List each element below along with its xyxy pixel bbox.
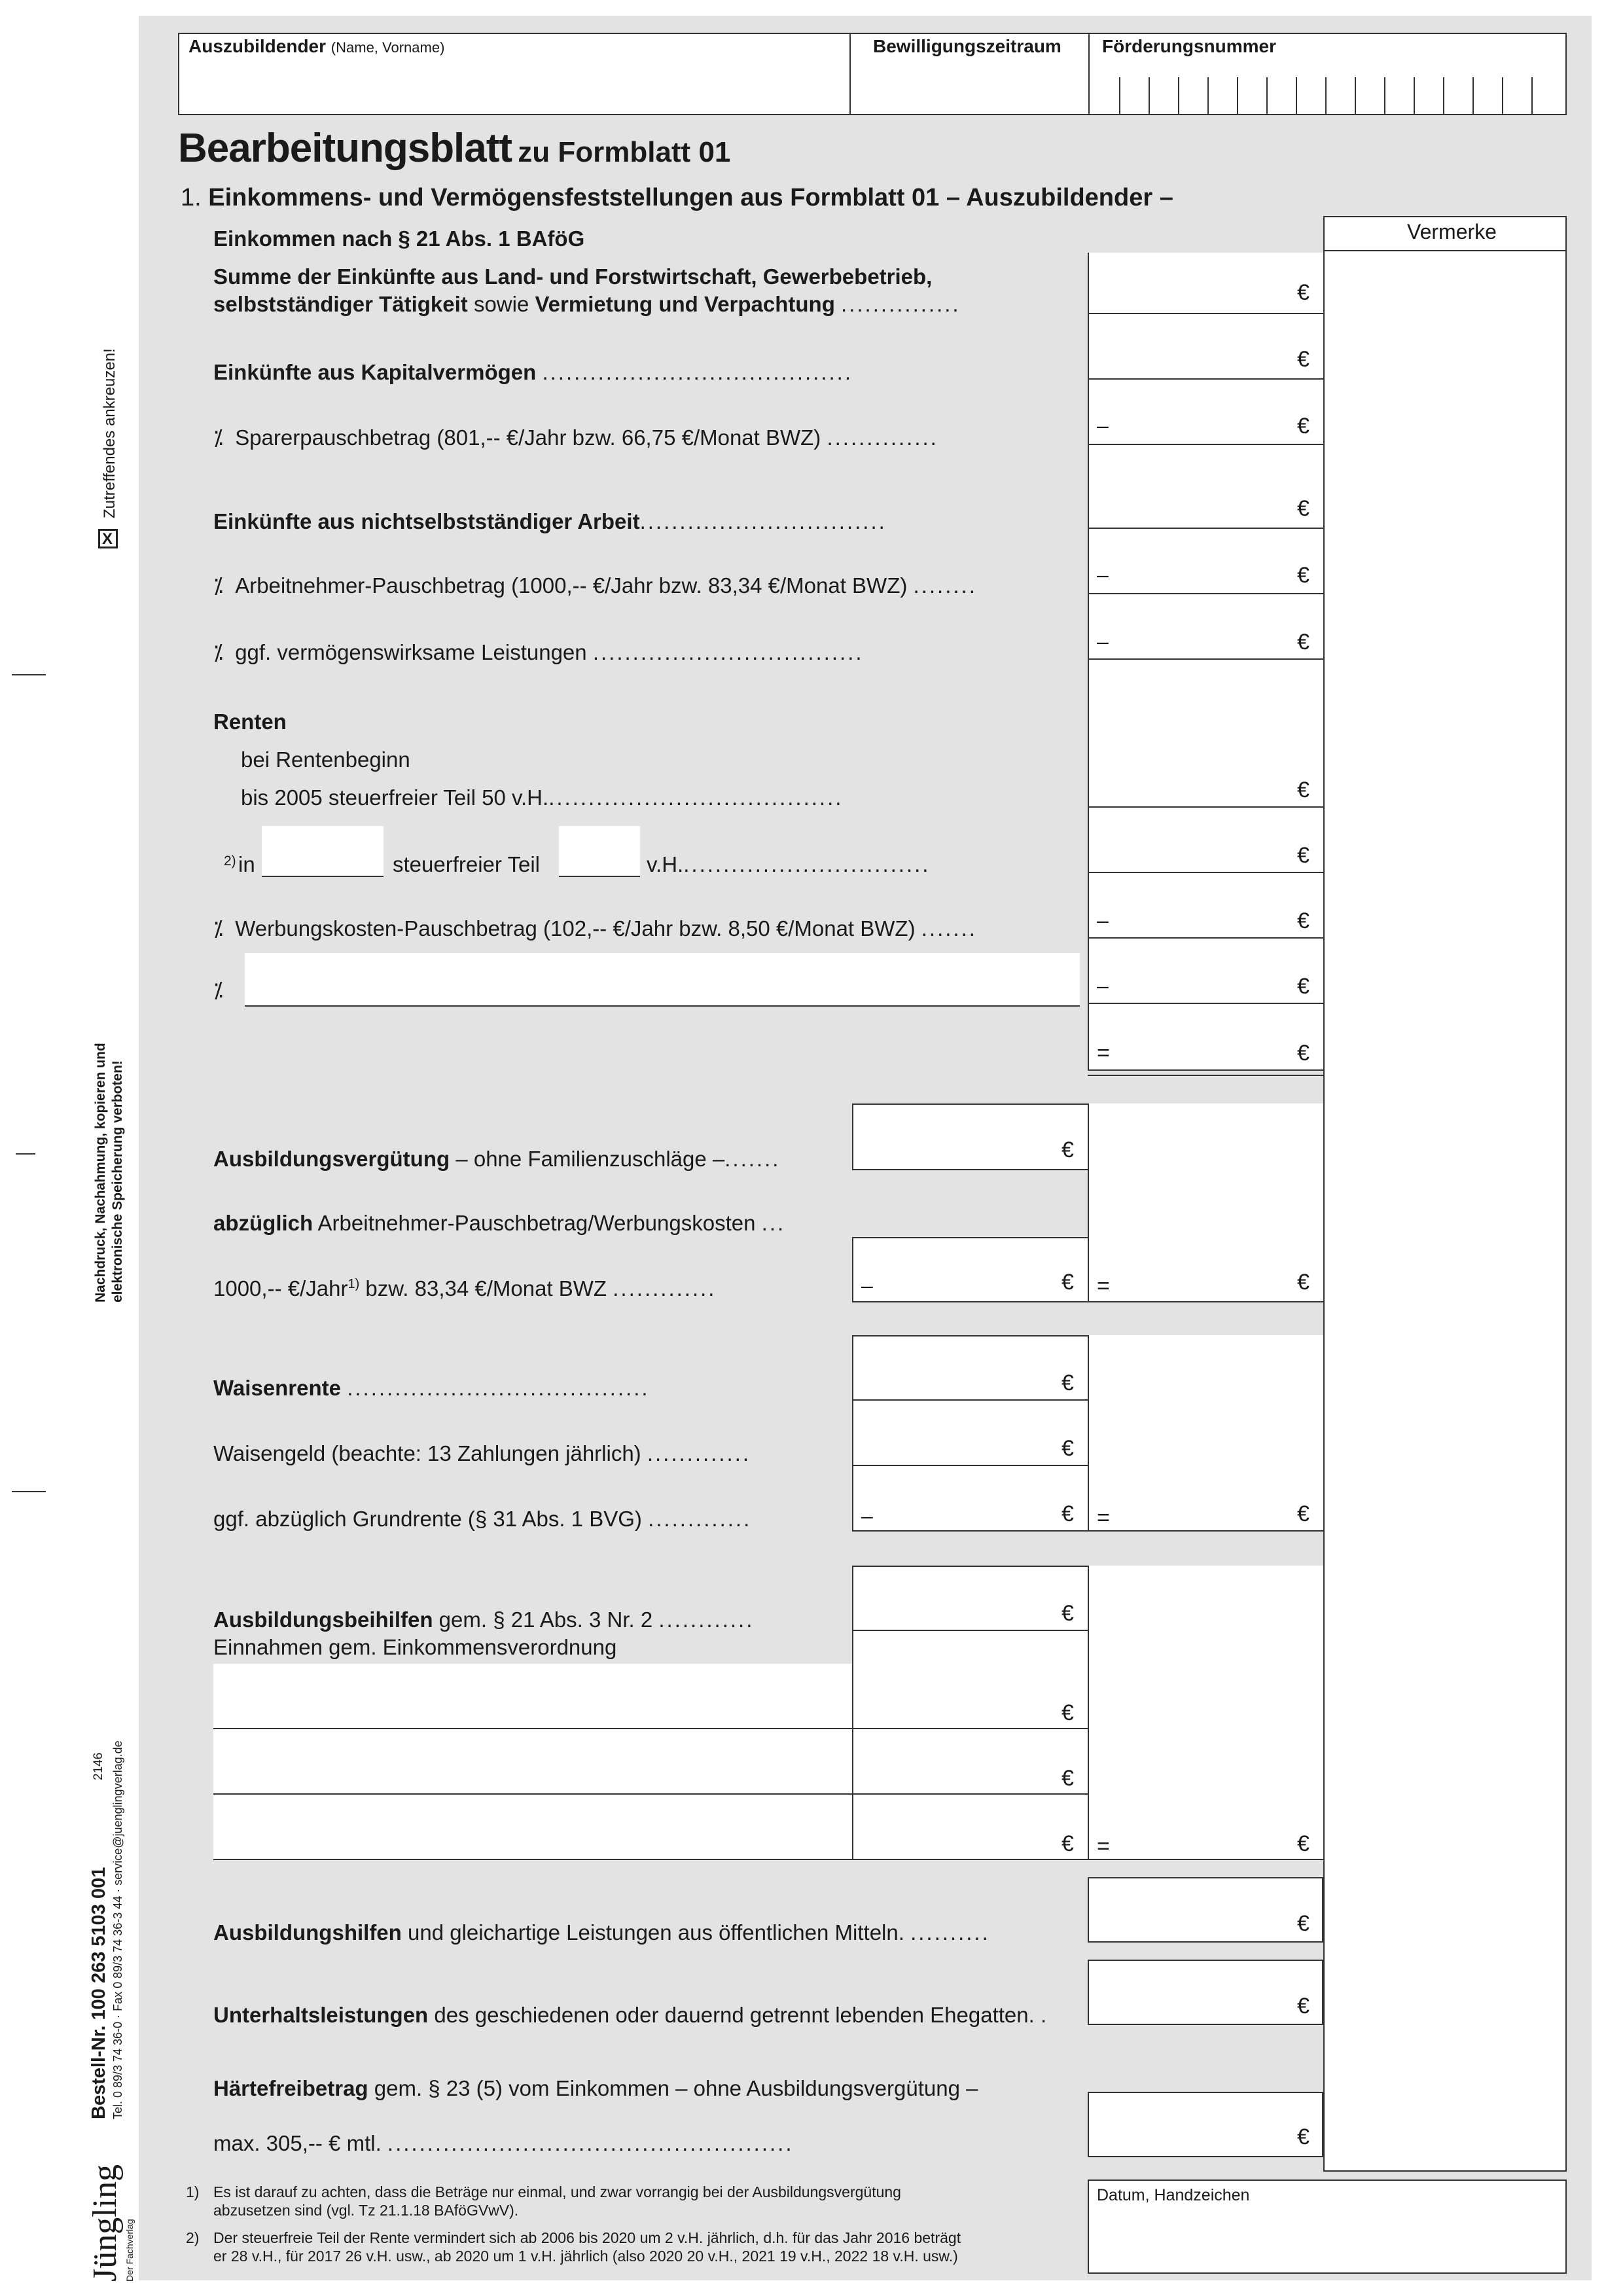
capital-formation-label: ⁒ ggf. vermögenswirksame Leistungen .................................. [213, 640, 864, 664]
euro-sign: € [1297, 496, 1310, 521]
pension-year-input[interactable] [262, 826, 383, 877]
minus-sign: – [1097, 563, 1109, 586]
form-code: 2146 [92, 1752, 105, 1780]
pension-percent-input[interactable] [559, 826, 640, 877]
section-subheading: Einkommen nach § 21 Abs. 1 BAföG [213, 226, 585, 251]
period-label: Bewilligungszeitraum [873, 36, 1061, 56]
euro-sign: € [1061, 1371, 1074, 1395]
pension-2005-amount[interactable] [1088, 660, 1323, 808]
euro-sign: € [1061, 1501, 1074, 1526]
euro-sign: € [1297, 843, 1310, 868]
other-income-input-3[interactable] [213, 1795, 852, 1860]
euro-sign: € [1061, 1601, 1074, 1626]
other-income-amount-3[interactable] [852, 1795, 1088, 1860]
deduction-amount-label: 1000,-- €/Jahr$^{1)}$ bzw. 83,34 €/Monat BWZ ............. [213, 1276, 717, 1300]
aid-label: Ausbildungshilfen und gleichartige Leistungen aus öffentlichen Mitteln. .......... [213, 1920, 990, 1945]
punch-mark [16, 1153, 35, 1155]
employee-allowance-amount[interactable] [1088, 529, 1323, 594]
training-pay-amount[interactable] [852, 1103, 1088, 1170]
equals-sign: = [1097, 1505, 1110, 1530]
equals-sign: = [1097, 1834, 1110, 1859]
footnote-2-line-1: Der steuerfreie Teil der Rente vermindert sich ab 2006 bis 2020 um 2 v.H. jährlich, d.h. für das Jahr 2016 beträgt [213, 2229, 961, 2246]
grants-label: Ausbildungsbeihilfen gem. § 21 Abs. 3 Nr. 2 ............ [213, 1607, 755, 1632]
orphan-net-amount[interactable] [1088, 1466, 1323, 1532]
minus-sign: – [1097, 908, 1109, 932]
euro-sign: € [1297, 1831, 1310, 1856]
pension-in-suffix: v.H................................ [647, 852, 931, 876]
deduction-label: abzüglich Arbeitnehmer-Pauschbetrag/Werbungskosten ... [213, 1211, 786, 1235]
contact-info: Tel. 0 89/3 74 36-0 · Fax 0 89/3 74 36-3 44 · service@juenglingverlag.de [111, 1740, 124, 2119]
section-heading: 1. Einkommens- und Vermögensfeststellungen aus Formblatt 01 – Auszubildender – [181, 184, 1173, 211]
employment-label: Einkünfte aus nichtselbstständiger Arbeit............................... [213, 509, 887, 533]
pension-footnote-ref: 2) [224, 853, 236, 869]
advertising-label: ⁒ Werbungskosten-Pauschbetrag (102,-- €/Jahr bzw. 8,50 €/Monat BWZ) ....... [213, 916, 977, 941]
minus-sign: – [1097, 630, 1109, 653]
checkbox-hint: Zutreffendes ankreuzen! [101, 348, 118, 518]
hardship-max-label: max. 305,-- € mtl. ................................................... [213, 2131, 794, 2155]
euro-sign: € [1061, 1436, 1074, 1461]
number-label: Förderungsnummer [1102, 36, 1277, 56]
copyright-line-1: Nachdruck, Nachahmung, kopieren und [93, 1043, 108, 1302]
capital-formation-amount[interactable] [1088, 594, 1323, 660]
notes-column[interactable] [1323, 216, 1567, 2172]
euro-sign: € [1297, 778, 1310, 802]
minus-sign: – [861, 1504, 873, 1528]
trainee-field-label: Auszubildender (Name, Vorname) [188, 36, 445, 56]
equals-sign: = [1097, 1274, 1110, 1299]
equals-sign: = [1097, 1041, 1110, 1066]
custom-deduction-amount[interactable] [1088, 939, 1323, 1004]
trainee-name-input[interactable] [181, 60, 847, 113]
orphan-pension-label: Waisenrente ...................................... [213, 1376, 650, 1400]
custom-deduction-sign: ⁒ [213, 978, 223, 1002]
hardship-label: Härtefreibetrag gem. § 23 (5) vom Einkommen – ohne Ausbildungsvergütung – [213, 2076, 978, 2100]
grants-net-amount[interactable] [1088, 1795, 1323, 1860]
pension-in-mid: steuerfreier Teil [393, 852, 540, 876]
pension-in-prefix: in [238, 852, 255, 876]
page-title: Bearbeitungsblatt zu Formblatt 01 [178, 126, 731, 171]
euro-sign: € [1297, 1041, 1310, 1066]
number-digit-boxes[interactable] [1090, 77, 1567, 115]
order-number: Bestell-Nr. 100 263 5103 001 [88, 1867, 109, 2119]
fold-mark [12, 674, 46, 675]
employee-allowance-label: ⁒ Arbeitnehmer-Pauschbetrag (1000,-- €/Jahr bzw. 83,34 €/Monat BWZ) ........ [213, 573, 977, 598]
pension-total[interactable] [1088, 1004, 1323, 1071]
saver-amount[interactable] [1088, 380, 1323, 445]
basic-pension-label: ggf. abzüglich Grundrente (§ 31 Abs. 1 BVG) ............. [213, 1507, 752, 1531]
employment-amount[interactable] [1088, 445, 1323, 529]
saver-label: ⁒ Sparerpauschbetrag (801,-- €/Jahr bzw. 66,75 €/Monat BWZ) .............. [213, 425, 938, 450]
grants-label-2: Einnahmen gem. Einkommensverordnung [213, 1635, 617, 1659]
sum-income-label-2: selbstständiger Tätigkeit sowie Vermietung und Verpachtung ............... [213, 292, 961, 316]
euro-sign: € [1297, 414, 1310, 439]
euro-sign: € [1297, 563, 1310, 588]
euro-sign: € [1297, 974, 1310, 999]
period-input[interactable] [852, 60, 1086, 113]
footnote-1-line-1: Es ist darauf zu achten, dass die Beträge nur einmal, und zwar vorrangig bei der Ausbildungsvergütung [213, 2183, 901, 2200]
grants-amount[interactable] [852, 1566, 1088, 1631]
other-income-input-2[interactable] [213, 1729, 852, 1795]
training-net-amount[interactable] [1088, 1237, 1323, 1302]
euro-sign: € [1297, 1270, 1310, 1295]
basic-pension-amount[interactable] [852, 1466, 1088, 1532]
aid-amount[interactable] [1088, 1877, 1323, 1943]
brand-subtitle: Der Fachverlag [124, 2219, 135, 2282]
pension-in-amount[interactable] [1088, 808, 1323, 873]
pensions-heading: Renten [213, 709, 287, 734]
capital-amount[interactable] [1088, 314, 1323, 380]
orphan-pension-amount[interactable] [852, 1335, 1088, 1401]
notes-column-label: Vermerke [1407, 220, 1497, 243]
fold-mark [12, 1491, 46, 1492]
sum-income-amount[interactable] [1088, 253, 1323, 314]
hardship-amount[interactable] [1088, 2092, 1323, 2157]
euro-sign: € [1061, 1766, 1074, 1791]
custom-deduction-input[interactable] [245, 953, 1080, 1007]
euro-sign: € [1297, 1501, 1310, 1526]
advertising-amount[interactable] [1088, 873, 1323, 939]
brand-logo: Jüngling [86, 2164, 124, 2282]
other-income-amount-2[interactable] [852, 1729, 1088, 1795]
euro-sign: € [1297, 630, 1310, 655]
euro-sign: € [1061, 1700, 1074, 1725]
euro-sign: € [1061, 1270, 1074, 1295]
euro-sign: € [1297, 1911, 1310, 1936]
euro-sign: € [1061, 1831, 1074, 1856]
training-pay-label: Ausbildungsvergütung – ohne Familienzuschläge –....... [213, 1147, 781, 1171]
euro-sign: € [1297, 908, 1310, 933]
deduction-amount[interactable] [852, 1237, 1088, 1302]
footnote-1-line-2: abzusetzen sind (vgl. Tz 21.1.18 BAföGVwV). [213, 2202, 519, 2219]
capital-label: Einkünfte aus Kapitalvermögen ....................................... [213, 360, 853, 384]
orphan-money-label: Waisengeld (beachte: 13 Zahlungen jährlich) ............. [213, 1441, 751, 1465]
maintenance-label: Unterhaltsleistungen des geschiedenen oder dauernd getrennt lebenden Ehegatten. . [213, 2003, 1049, 2027]
minus-sign: – [1097, 414, 1109, 437]
checkbox-mark: X [102, 530, 113, 548]
euro-sign: € [1297, 1994, 1310, 2018]
footnote-2-number: 2) [186, 2229, 200, 2246]
signature-label: Datum, Handzeichen [1097, 2186, 1250, 2204]
orphan-money-amount[interactable] [852, 1401, 1088, 1466]
pension-start-label: bei Rentenbeginn [241, 747, 410, 772]
euro-sign: € [1297, 2125, 1310, 2149]
euro-sign: € [1297, 280, 1310, 305]
euro-sign: € [1297, 347, 1310, 372]
minus-sign: – [1097, 974, 1109, 997]
copyright-line-2: elektronische Speicherung verboten! [110, 1060, 125, 1302]
maintenance-amount[interactable] [1088, 1960, 1323, 2025]
footnote-1-number: 1) [186, 2183, 200, 2200]
other-income-amount-1[interactable] [852, 1631, 1088, 1729]
sum-income-label-1: Summe der Einkünfte aus Land- und Forstwirtschaft, Gewerbebetrieb, [213, 264, 933, 289]
other-income-input-1[interactable] [213, 1664, 852, 1729]
footnote-2-line-2: er 28 v.H., für 2017 26 v.H. usw., ab 2020 um 1 v.H. jährlich (also 2020 20 v.H., 2021 19 v.H., 2022 18 v.H. usw.) [213, 2248, 958, 2265]
minus-sign: – [861, 1274, 873, 1297]
pension-2005-label: bis 2005 steuerfreier Teil 50 v.H...................................... [241, 785, 844, 810]
euro-sign: € [1061, 1138, 1074, 1162]
